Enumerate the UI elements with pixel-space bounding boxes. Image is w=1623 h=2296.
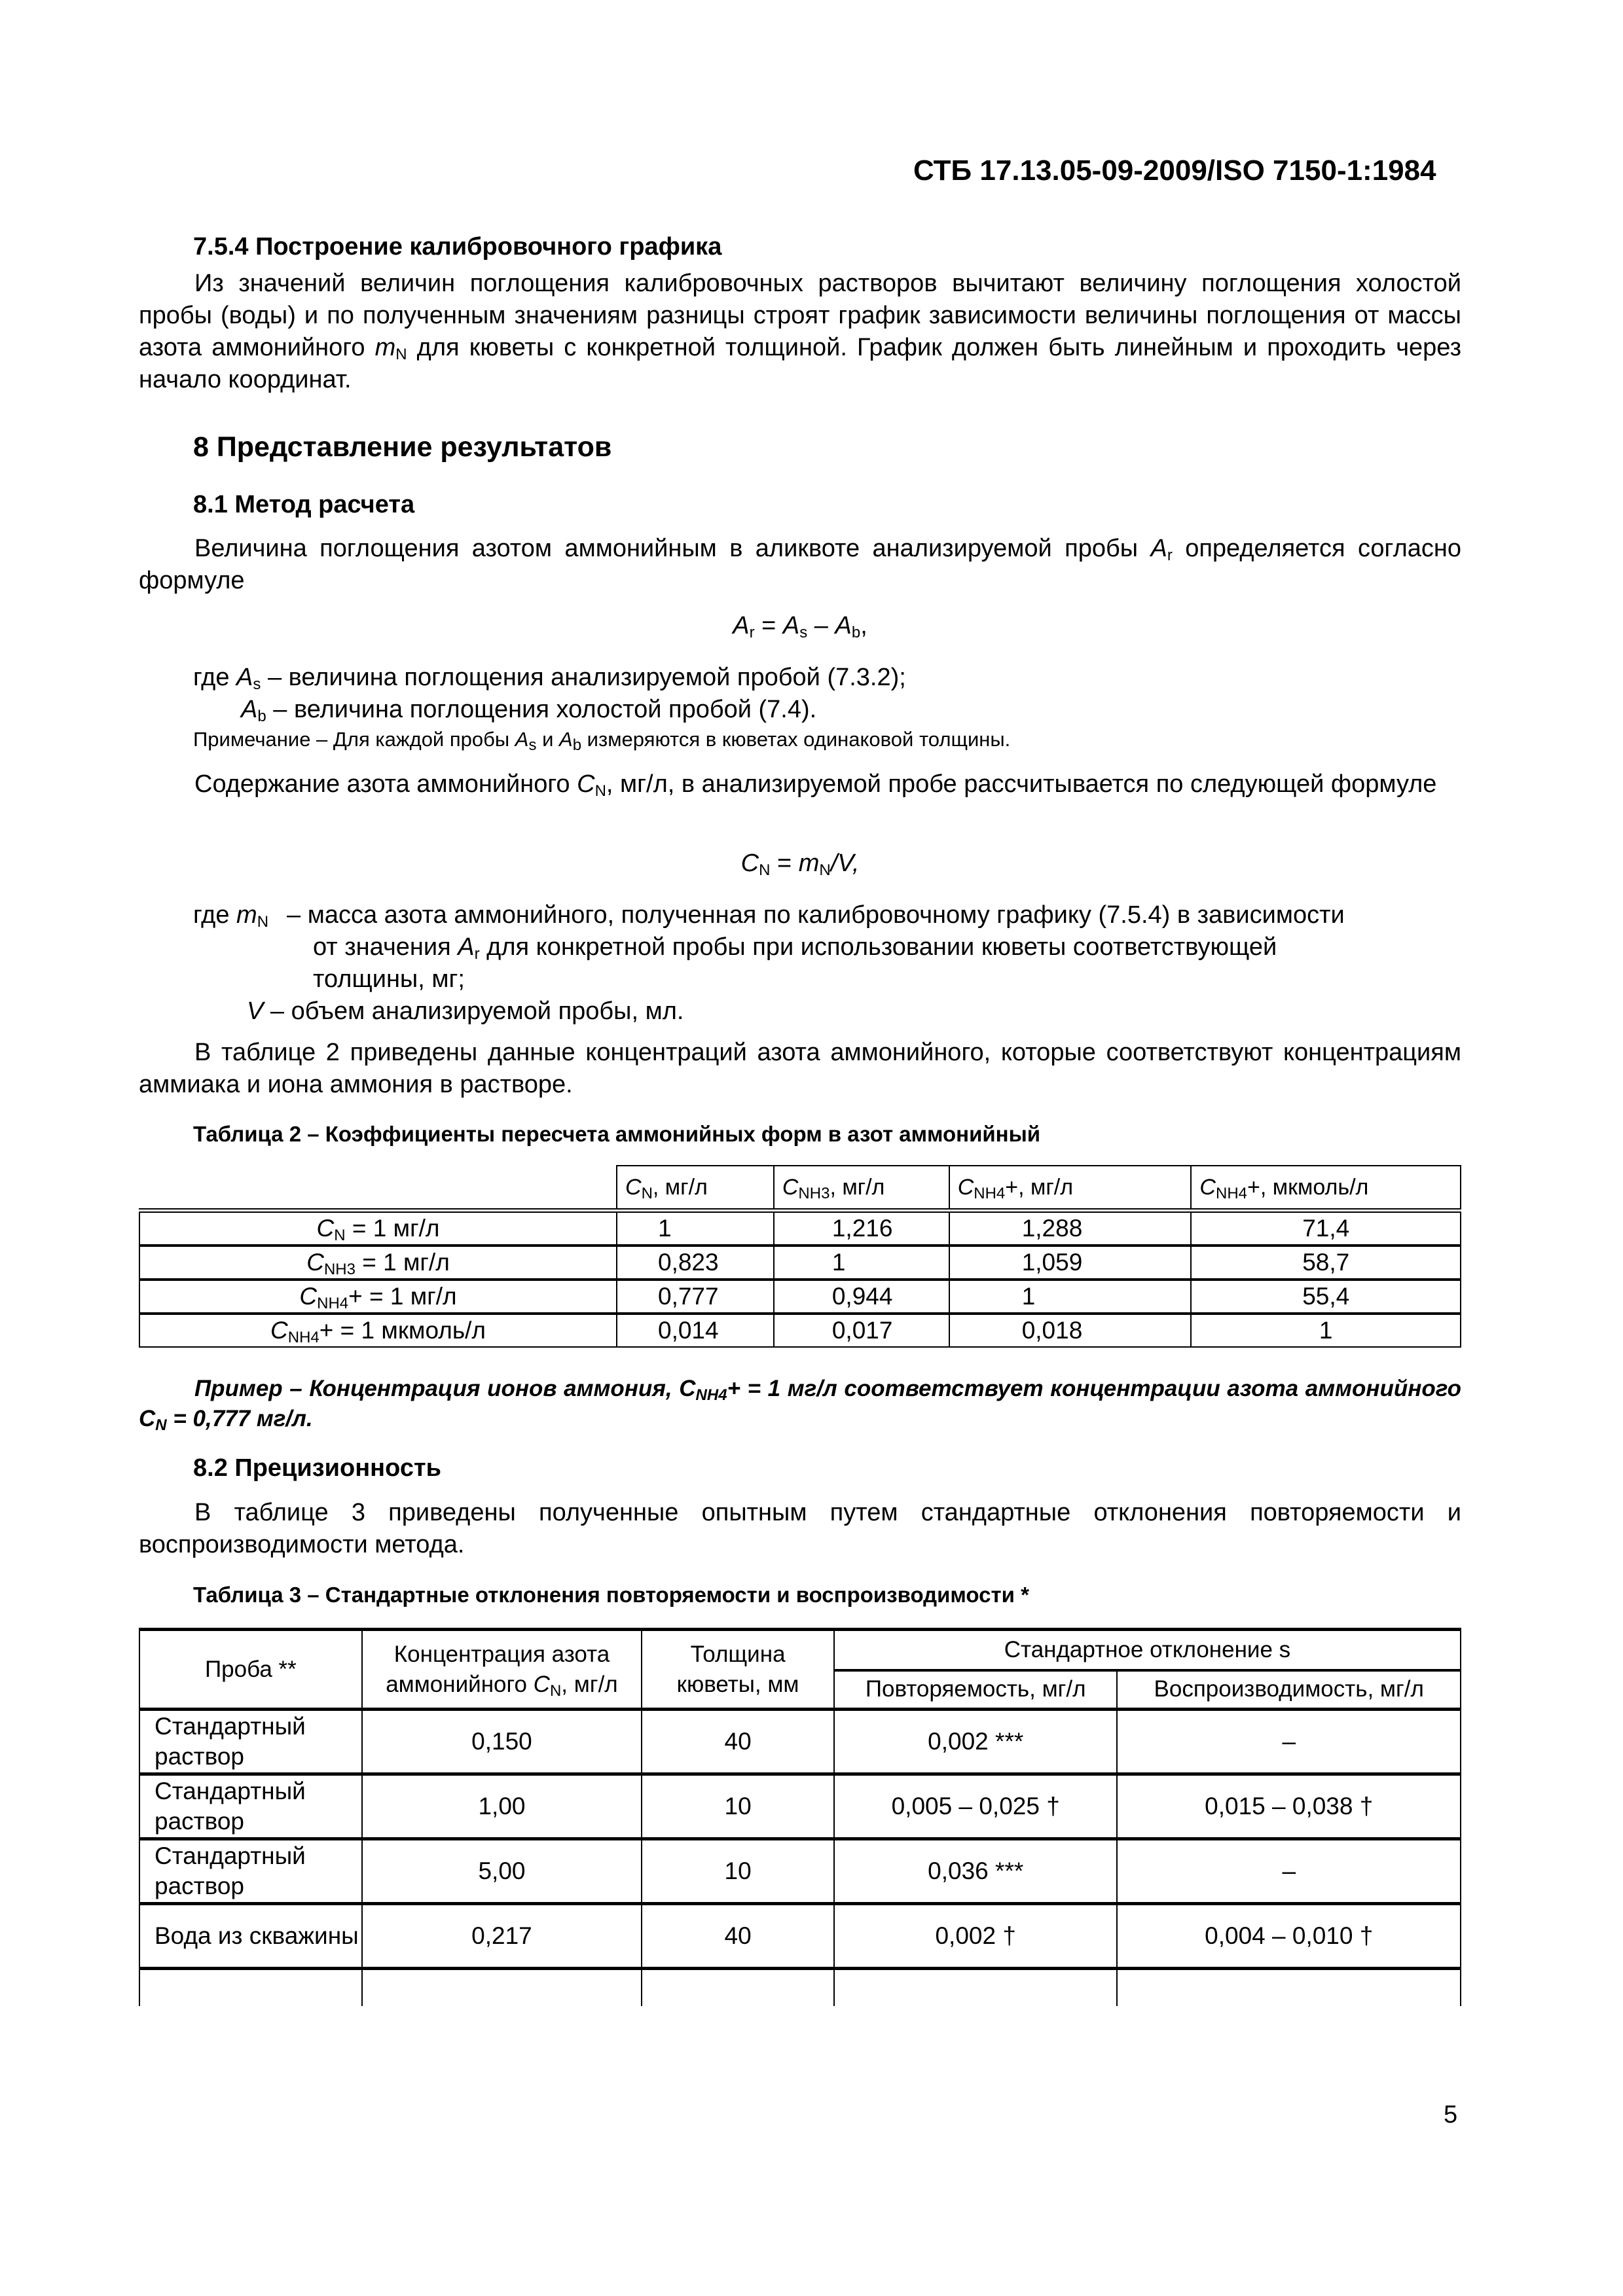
table-cell (1117, 1969, 1461, 2007)
table-row (139, 1839, 1461, 1904)
table-cell: 40 (642, 1710, 834, 1774)
table-cell: 0,017 (774, 1314, 949, 1347)
formula-concentration: $C_N = m_N/V$, (740, 850, 860, 879)
table-cell (139, 1969, 362, 2007)
section-8-2-paragraph: В таблице 3 приведены полученные опытным путем стандартные отклонения повторяемости и воспроизводимости метода. (139, 1499, 1461, 1558)
table-cell: 0,015 – 0,038 † (1117, 1774, 1461, 1839)
table-2-header-row (139, 1166, 1461, 1211)
table-3-header-thickness: Толщина кюветы, мм (642, 1630, 834, 1710)
table-cell: 0,150 (362, 1710, 642, 1774)
table-cell: 1,288 (949, 1211, 1192, 1246)
table-3-header-reproducibility: Воспроизводимость, мг/л (1117, 1670, 1461, 1710)
table-cell: 58,7 (1191, 1246, 1461, 1280)
table-cell: 0,823 (617, 1246, 774, 1280)
where-mn-label: где $m_N$ (193, 901, 269, 931)
table-3-sample: Вода из скважины (139, 1904, 362, 1969)
table-3-sample: Стандартный раствор (139, 1710, 362, 1774)
section-7-5-4-title: 7.5.4 Построение калибровочного графика (193, 233, 722, 260)
table-row (139, 1904, 1461, 1969)
table-cell: 5,00 (362, 1839, 642, 1904)
table-cell: 0,002 † (834, 1904, 1118, 1969)
table-3-sample: Стандартный раствор (139, 1839, 362, 1904)
table-2-row-label: $C_{NH4}+ = 1$ мкмоль/л (139, 1314, 617, 1347)
formula-absorbance: $A_r = A_s - A_b$, (733, 612, 867, 641)
table-row (139, 1280, 1461, 1314)
table-cell: 1,059 (949, 1246, 1192, 1280)
table-3-header-concentration: Концентрация азота аммонийного $C_N$, мг/л (362, 1630, 642, 1710)
table-2-header: $C_{NH3}$, мг/л (774, 1166, 949, 1211)
table-3-header-repeatability: Повторяемость, мг/л (834, 1670, 1118, 1710)
where-v: V – объем анализируемой пробы, мл. (247, 997, 684, 1025)
table-2-caption: Таблица 2 – Коэффициенты пересчета аммонийных форм в азот аммонийный (193, 1122, 1041, 1146)
table-3 (139, 1628, 1461, 2006)
table-cell: 1 (774, 1246, 949, 1280)
table-cell: 0,005 – 0,025 † (834, 1774, 1118, 1839)
where-mn-text: – масса азота аммонийного, полученная по калибровочному графику (7.5.4) в зависимости (287, 901, 1345, 929)
table-cell: 0,036 *** (834, 1839, 1118, 1904)
table-row (139, 1710, 1461, 1774)
table-cell (834, 1969, 1118, 2007)
table-cell: 0,014 (617, 1314, 774, 1347)
table-cell: 55,4 (1191, 1280, 1461, 1314)
table-cell: 10 (642, 1839, 834, 1904)
section-8-1-paragraph-3: В таблице 2 приведены данные концентраций азота аммонийного, которые соответствуют концентрациям аммиака и иона аммония в растворе. (139, 1039, 1461, 1098)
table-2-corner (139, 1166, 617, 1211)
table-2-header: $C_N$, мг/л (617, 1166, 774, 1211)
table-row (139, 1314, 1461, 1347)
section-8-title: 8 Представление результатов (193, 431, 612, 463)
table-cell: 1 (1191, 1314, 1461, 1347)
table-3-header-sample: Проба ** (139, 1630, 362, 1710)
table-cell: 0,002 *** (834, 1710, 1118, 1774)
where-ab: $A_b$ – величина поглощения холостой пробой (7.4). (241, 696, 817, 725)
section-8-1-paragraph-2: Содержание азота аммонийного $C_N$, мг/л, в анализируемой пробе рассчитывается по следующей формуле (194, 770, 1437, 800)
table-3-caption: Таблица 3 – Стандартные отклонения повторяемости и воспроизводимости * (193, 1583, 1029, 1607)
section-8-2-title: 8.2 Прецизионность (193, 1454, 441, 1482)
table-cell: 1 (617, 1211, 774, 1246)
table-cell: 0,777 (617, 1280, 774, 1314)
document-header: СТБ 17.13.05-09-2009/ISO 7150-1:1984 (913, 154, 1436, 187)
example-note: Пример – Концентрация ионов аммония, $C_{NH4}+ = 1$ мг/л соответствует концентрации азота аммонийного $C_N = 0,777$ мг/л. (139, 1376, 1461, 1434)
table-row-empty (139, 1969, 1461, 2007)
table-2-header: $C_{NH4}+$, мг/л (949, 1166, 1192, 1211)
table-row (139, 1211, 1461, 1246)
page-number: 5 (1444, 2101, 1458, 2128)
table-2 (139, 1165, 1461, 1348)
table-cell: 1 (949, 1280, 1192, 1314)
section-8-1-paragraph-1: Величина поглощения азотом аммонийным в аликвоте анализируемой пробы $A_r$ определяется согласно формуле (139, 535, 1461, 594)
table-3-header-std-dev: Стандартное отклонение s (834, 1630, 1461, 1670)
table-cell: 0,004 – 0,010 † (1117, 1904, 1461, 1969)
table-cell (642, 1969, 834, 2007)
table-2-header: $C_{NH4}+$, мкмоль/л (1191, 1166, 1461, 1211)
table-3-header-row (139, 1630, 1461, 1670)
where-mn-text-3: толщины, мг; (313, 965, 465, 993)
table-cell: 40 (642, 1904, 834, 1969)
table-cell: 1,00 (362, 1774, 642, 1839)
table-row (139, 1246, 1461, 1280)
note: Примечание – Для каждой пробы $A_s$ и $A_b$ измеряются в кюветах одинаковой толщины. (193, 728, 1011, 754)
where-as: где $A_s$ – величина поглощения анализируемой пробой (7.3.2); (193, 664, 906, 693)
table-cell: 0,217 (362, 1904, 642, 1969)
table-row (139, 1774, 1461, 1839)
table-cell: 0,018 (949, 1314, 1192, 1347)
table-2-row-label: $C_N = 1$ мг/л (139, 1211, 617, 1246)
section-7-5-4-paragraph: Из значений величин поглощения калибровочных растворов вычитают величину поглощения холостой пробы (воды) и по полученным значениям разницы строят график зависимости величины поглощения от массы азота аммонийного $m_N$ для кюветы с конкретной толщиной. График должен быть линейным и проходить через начало координат. (139, 270, 1461, 393)
table-3-sample: Стандартный раствор (139, 1774, 362, 1839)
table-cell (362, 1969, 642, 2007)
where-mn-text-2: от значения $A_r$ для конкретной пробы при использовании кюветы соответствующей (313, 933, 1277, 963)
table-cell: 71,4 (1191, 1211, 1461, 1246)
table-cell: 10 (642, 1774, 834, 1839)
table-cell: – (1117, 1710, 1461, 1774)
table-cell: – (1117, 1839, 1461, 1904)
table-2-row-label: $C_{NH3} = 1$ мг/л (139, 1246, 617, 1280)
section-8-1-title: 8.1 Метод расчета (193, 491, 415, 518)
table-2-row-label: $C_{NH4}+ = 1$ мг/л (139, 1280, 617, 1314)
table-cell: 0,944 (774, 1280, 949, 1314)
table-cell: 1,216 (774, 1211, 949, 1246)
